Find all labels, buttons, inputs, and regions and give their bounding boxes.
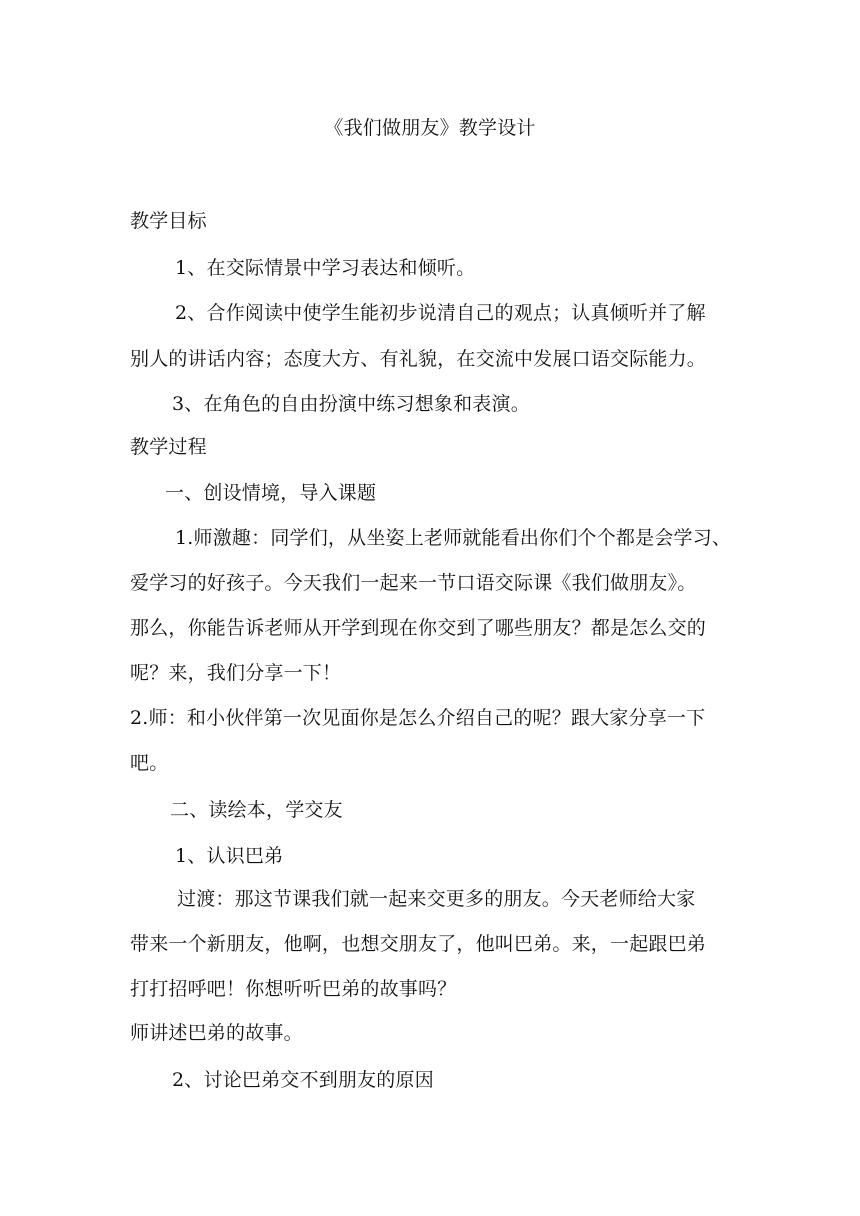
paragraph-1-line-1: 1.师激趣：同学们，从坐姿上老师就能看出你们个个都是会学习、 bbox=[175, 527, 732, 549]
paragraph-3-line-1: 过渡：那这节课我们就一起来交更多的朋友。今天老师给大家 bbox=[177, 888, 696, 910]
paragraph-3-line-3: 打打招呼吧！你想听听巴弟的故事吗？ bbox=[130, 978, 457, 1000]
paragraph-4: 师讲述巴弟的故事。 bbox=[130, 1022, 303, 1044]
goal-item-1: 1、在交际情景中学习表达和倾听。 bbox=[175, 257, 476, 279]
subsection-2-heading: 2、讨论巴弟交不到朋友的原因 bbox=[172, 1069, 434, 1091]
section-heading-process: 教学过程 bbox=[130, 436, 207, 458]
paragraph-3-line-2: 带来一个新朋友，他啊，也想交朋友了，他叫巴弟。来，一起跟巴弟 bbox=[130, 933, 707, 955]
paragraph-1-line-4: 呢？来，我们分享一下！ bbox=[130, 662, 342, 684]
paragraph-2-line-1: 2.师：和小伙伴第一次见面你是怎么介绍自己的呢？跟大家分享一下 bbox=[130, 707, 706, 729]
section-heading-goals: 教学目标 bbox=[130, 210, 207, 232]
goal-item-3: 3、在角色的自由扮演中练习想象和表演。 bbox=[172, 393, 530, 415]
subsection-1-heading: 1、认识巴弟 bbox=[175, 845, 284, 867]
part-2-heading: 二、读绘本，学交友 bbox=[170, 799, 343, 821]
goal-item-2-line-1: 2、合作阅读中使学生能初步说清自己的观点；认真倾听并了解 bbox=[175, 302, 706, 324]
part-1-heading: 一、创设情境，导入课题 bbox=[165, 482, 377, 504]
paragraph-1-line-2: 爱学习的好孩子。今天我们一起来一节口语交际课《我们做朋友》。 bbox=[130, 572, 697, 594]
paragraph-2-line-2: 吧。 bbox=[130, 752, 169, 774]
goal-item-2-line-2: 别人的讲话内容；态度大方、有礼貌，在交流中发展口语交际能力。 bbox=[130, 348, 707, 370]
document-title: 《我们做朋友》教学设计 bbox=[324, 117, 536, 139]
paragraph-1-line-3: 那么，你能告诉老师从开学到现在你交到了哪些朋友？都是怎么交的 bbox=[130, 617, 707, 639]
